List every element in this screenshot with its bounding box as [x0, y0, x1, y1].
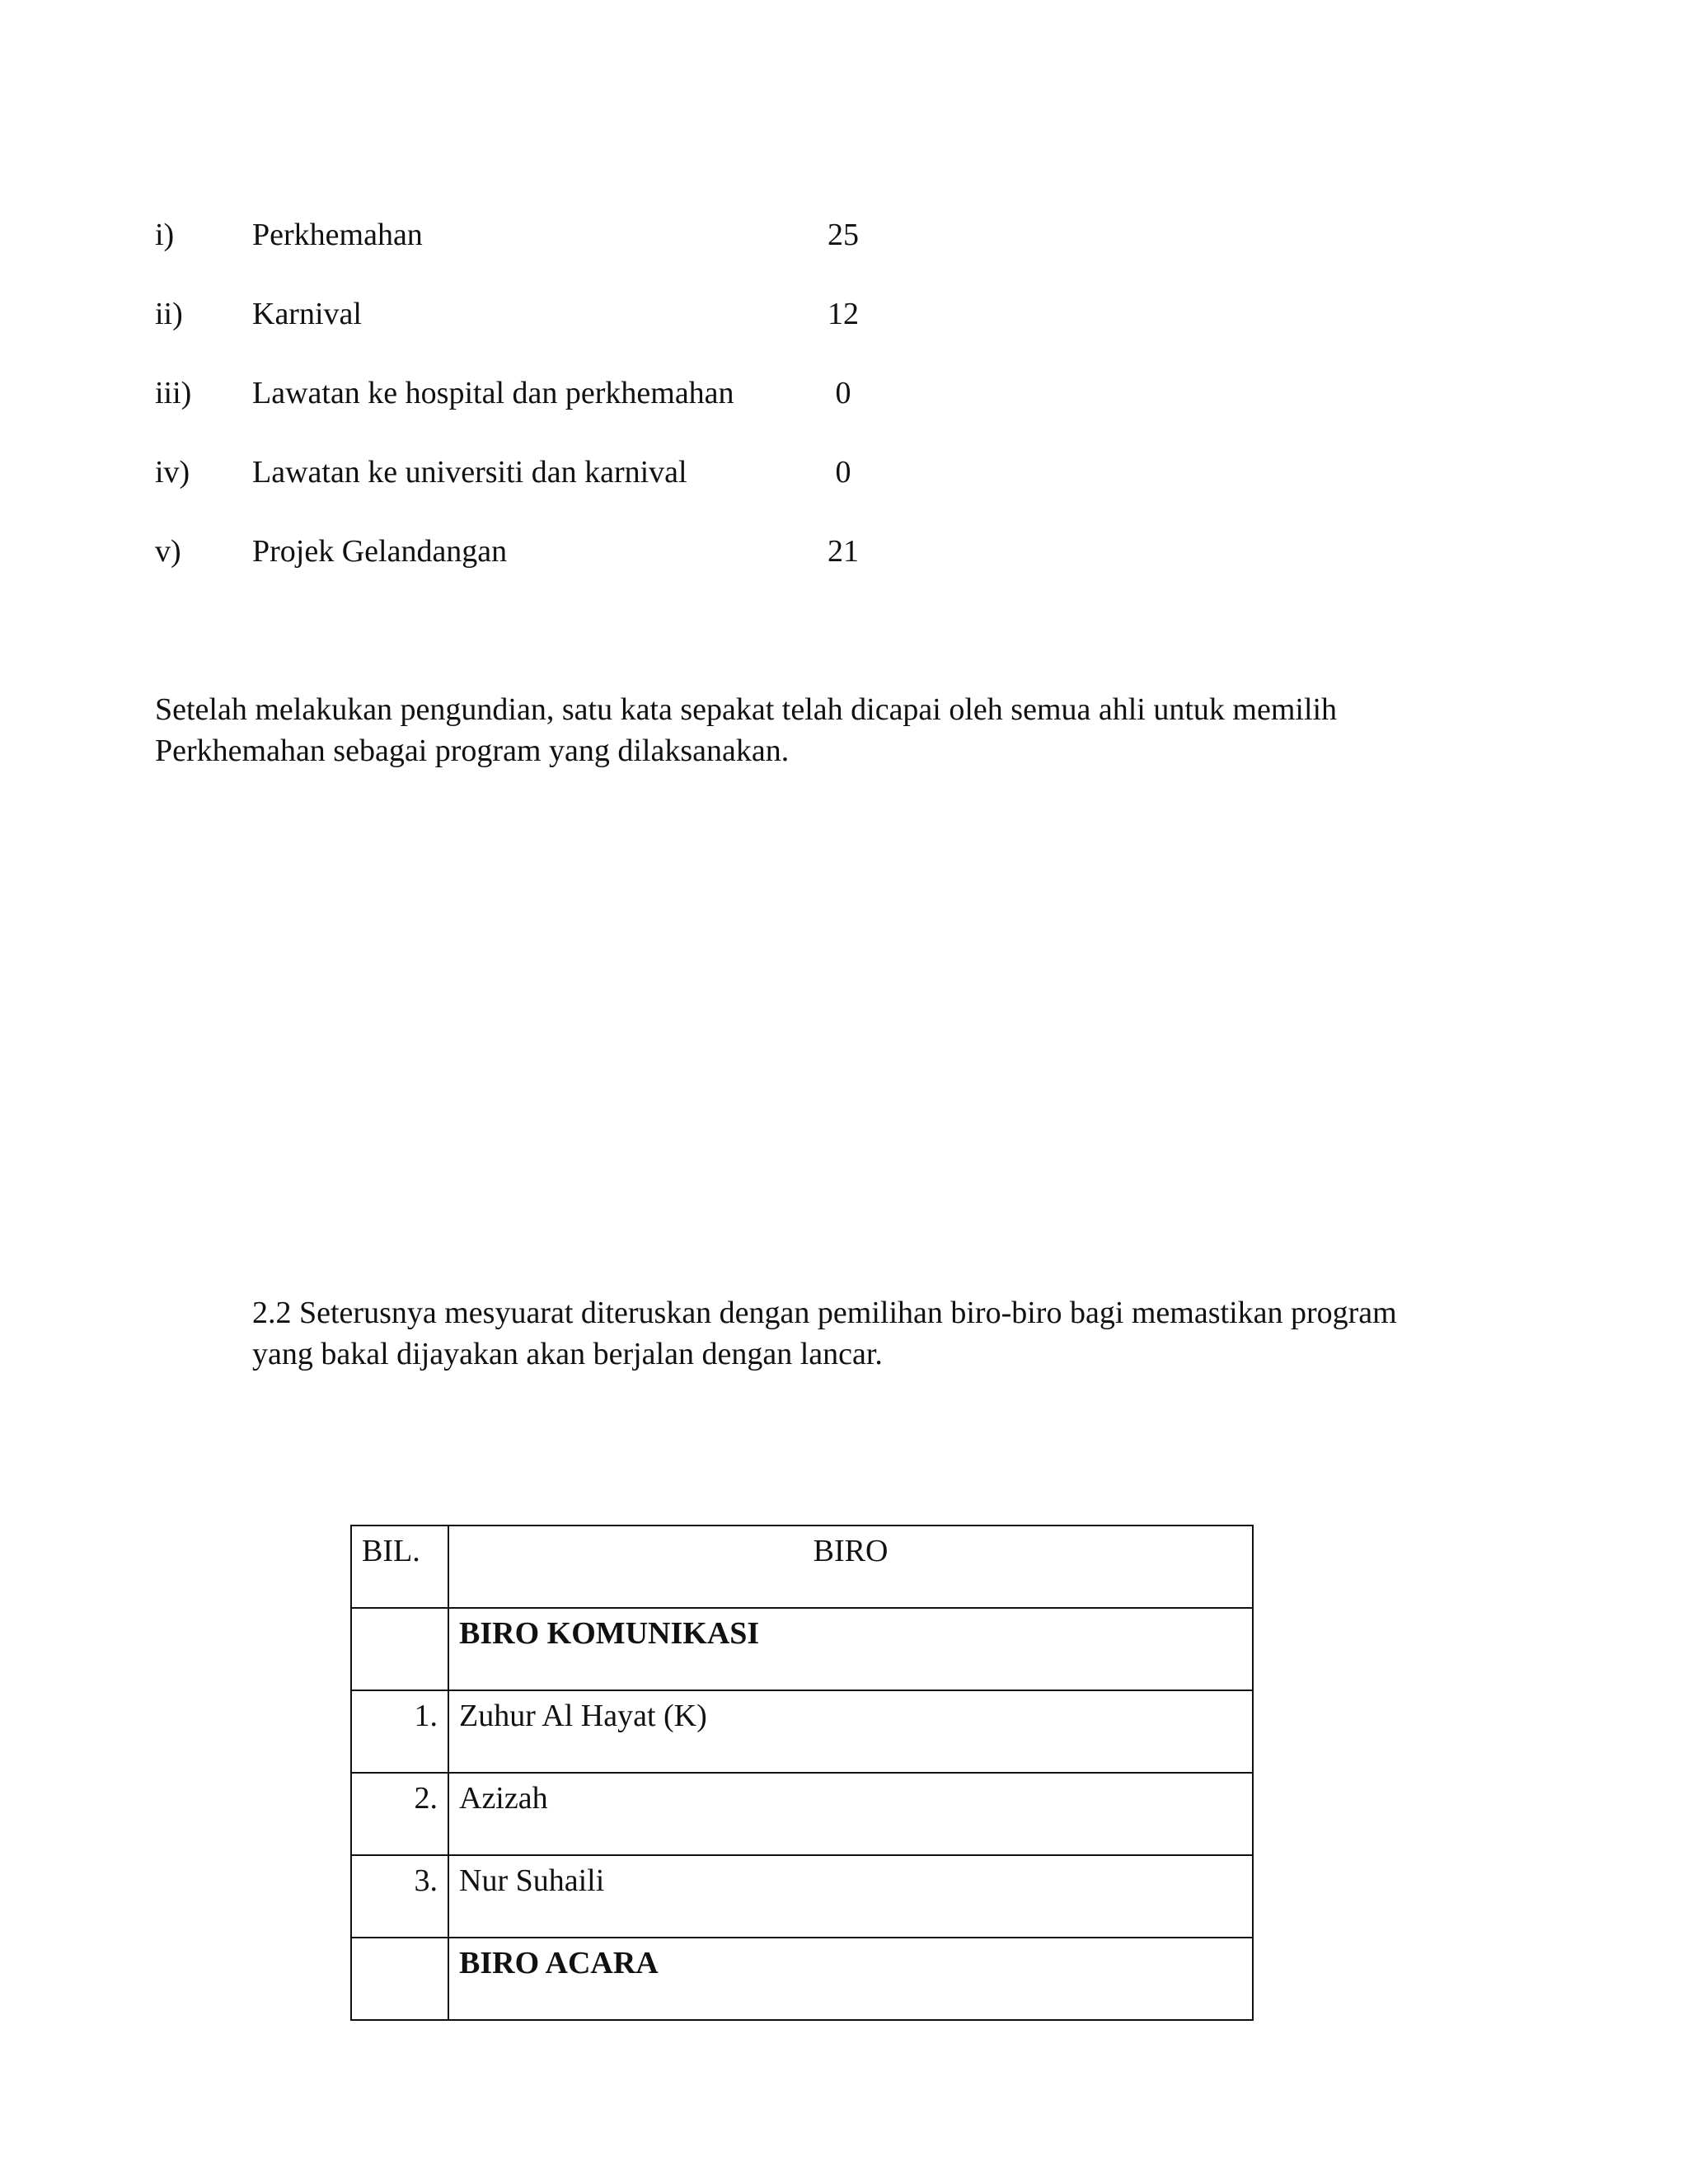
bureau-selection-paragraph: 2.2 Seterusnya mesyuarat diteruskan dengan pemilihan biro-biro bagi memastikan program yang bakal dijayakan akan berjalan dengan lancar.	[252, 1296, 1397, 1371]
cell-biro-section: BIRO ACARA	[448, 1938, 1253, 2020]
cell-biro: Zuhur Al Hayat (K)	[448, 1690, 1253, 1773]
vote-row-count: 21	[828, 534, 859, 569]
vote-row-count: 0	[835, 455, 851, 490]
vote-row-number: iv)	[155, 455, 190, 490]
vote-row-count: 25	[828, 218, 859, 252]
vote-results-list	[155, 214, 897, 610]
cell-biro: Azizah	[448, 1773, 1253, 1855]
table-row	[351, 1690, 1253, 1773]
cell-biro-section: BIRO KOMUNIKASI	[448, 1608, 1253, 1690]
vote-row-count: 12	[828, 297, 859, 331]
vote-row-1	[155, 214, 897, 293]
vote-row-label: Lawatan ke hospital dan perkhemahan	[252, 376, 734, 410]
vote-row-number: v)	[155, 534, 181, 569]
vote-row-3	[155, 373, 897, 452]
table-row	[351, 1608, 1253, 1690]
vote-row-count: 0	[835, 376, 851, 410]
header-bil: BIL.	[351, 1526, 448, 1608]
cell-bil: 2.	[351, 1773, 448, 1855]
vote-row-label: Lawatan ke universiti dan karnival	[252, 455, 687, 490]
cell-bil	[351, 1608, 448, 1690]
bureau-table	[350, 1525, 1254, 2021]
cell-bil: 3.	[351, 1855, 448, 1938]
vote-row-label: Karnival	[252, 297, 362, 331]
table-header-row	[351, 1526, 1253, 1608]
header-biro: BIRO	[448, 1526, 1253, 1608]
decision-paragraph: Setelah melakukan pengundian, satu kata sepakat telah dicapai oleh semua ahli untuk memilih Perkhemahan sebagai program yang dilaksanakan.	[155, 692, 1338, 768]
vote-row-number: iii)	[155, 376, 192, 410]
table-row	[351, 1855, 1253, 1938]
table-row	[351, 1938, 1253, 2020]
vote-row-label: Projek Gelandangan	[252, 534, 508, 569]
vote-row-label: Perkhemahan	[252, 218, 423, 252]
table-row	[351, 1773, 1253, 1855]
vote-row-2	[155, 293, 897, 373]
vote-row-4	[155, 452, 897, 531]
vote-row-number: i)	[155, 218, 175, 252]
cell-bil: 1.	[351, 1690, 448, 1773]
cell-biro: Nur Suhaili	[448, 1855, 1253, 1938]
vote-row-number: ii)	[155, 297, 183, 331]
cell-bil	[351, 1938, 448, 2020]
vote-row-5	[155, 531, 897, 610]
